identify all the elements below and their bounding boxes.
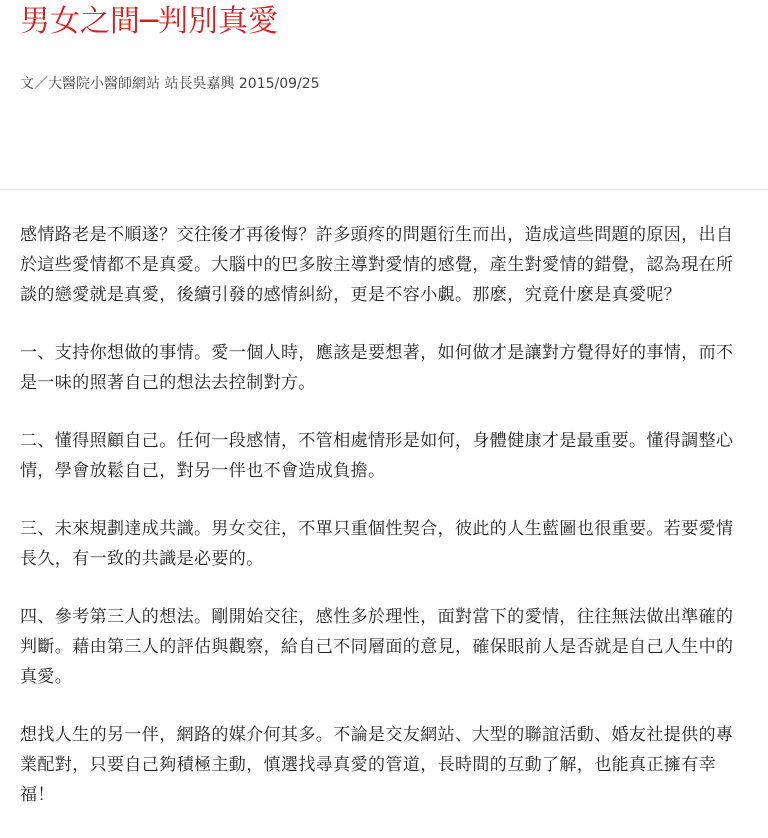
- paragraph-conclusion: 想找人生的另一伴，網路的媒介何其多。不論是交友網站、大型的聯誼活動、婚友社提供的專業配對，只要自己夠積極主動，慎選找尋真愛的管道，長時間的互動了解，也能真正擁有幸福！: [20, 725, 734, 805]
- paragraph-point-2: 二、懂得照顧自己。任何一段感情，不管相處情形是如何，身體健康才是最重要。懂得調整心情，學會放鬆自己，對另一伴也不會造成負擔。: [20, 431, 734, 481]
- paragraph-intro: 感情路老是不順遂？交往後才再後悔？許多頭疼的問題衍生而出，造成這些問題的原因，出自於這些愛情都不是真愛。大腦中的巴多胺主導對愛情的感覺，產生對愛情的錯覺，認為現在所談的戀愛就是真愛，後續引發的感情糾紛，更是不容小覷。那麽，究竟什麽是真愛呢？: [20, 225, 734, 305]
- article-body: [20, 220, 746, 838]
- paragraph-point-4: 四、參考第三人的想法。剛開始交往，感性多於理性，面對當下的愛情，往往無法做出準確的判斷。藉由第三人的評估與觀察，給自己不同層面的意見，確保眼前人是否就是自己人生中的真愛。: [20, 607, 734, 687]
- paragraph-point-3: 三、未來規劃達成共識。男女交往，不單只重個性契合，彼此的人生藍圖也很重要。若要愛情長久，有一致的共識是必要的。: [20, 519, 734, 569]
- paragraph-point-1: 一、支持你想做的事情。愛一個人時，應該是要想著，如何做才是讓對方覺得好的事情，而不是一味的照著自己的想法去控制對方。: [20, 343, 734, 393]
- article-title: 男女之間─判別真愛: [20, 4, 279, 39]
- article-header: [0, 0, 768, 190]
- article-byline: 文／大醫院小醫師網站 站長吳嘉興 2015/09/25: [20, 76, 320, 92]
